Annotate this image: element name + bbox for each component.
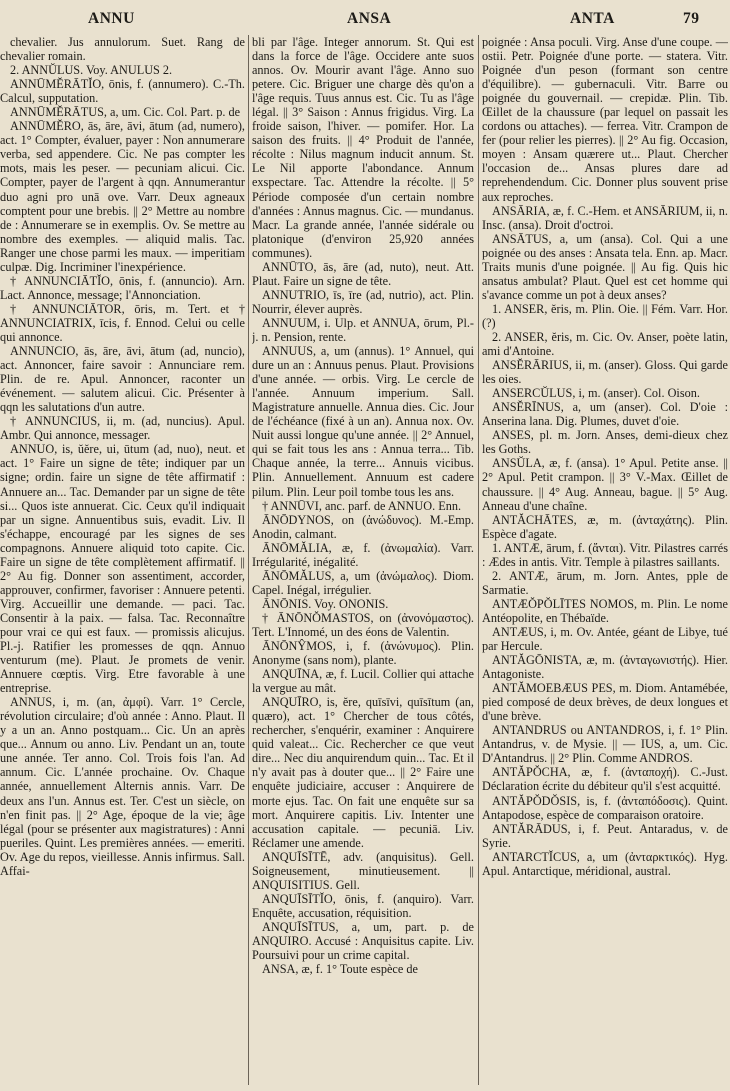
running-head-center: ANSA (347, 10, 392, 27)
dictionary-entry: chevalier. Jus annulorum. Suet. Rang de chevalier romain. (0, 35, 245, 64)
dictionary-entry: ANSĀTUS, a, um (ansa). Col. Qui a une poignée ou des anses : Ansata tela. Enn. ap. Macr. Traits munis d'une poignée. || Au fig. Quis hic ansatus ambulat? Plaut. Quel est cet homme qui s'avance comme un pot à deux anses? (482, 231, 728, 302)
page-number: 79 (683, 10, 700, 27)
dictionary-entry: ANQUĪSĪTUS, a, um, part. p. de ANQUIRO. Accusé : Anquisitus capite. Liv. Poursuivi pour un crime capital. (252, 919, 474, 963)
dictionary-entry: ANTĂCHĀTES, æ, m. (ἀνταχάτης). Plin. Espèce d'agate. (482, 512, 728, 541)
dictionary-entry: ANSĔRĪNUS, a, um (anser). Col. D'oie : Anserina lana. Dig. Plumes, duvet d'oie. (482, 400, 728, 429)
dictionary-entry: ANNUO, is, ŭĕre, ui, ūtum (ad, nuo), neut. et act. 1° Faire un signe de tête; indiquer par un signe; ordin. faire un signe de tête affirmatif : Annuere an... Tac. Demander par un signe de tête si... Quos iste annuerat. Cic. Ceux qu'il indiquait par un signe. Annuentibus suis, evadit. Liv. Il s'échappe, encouragé par les signes de ses compagnons. Annuere aliquid toto capite. Cic. Faire un signe de tête complètement affirmatif. || 2° Au fig. Donner son assentiment, accorder, approuver, confirmer, favoriser : Annuere petenti. Virg. Accueillir une demande. — paci. Tac. Consentir à la paix. — falsa. Tac. Reconnaître pour vrai ce qui est faux. — promissis alicujus. Pl.-j. Ratifier les promesses de qqn. Annuo venturum (me). Plaut. Je promets de venir. Annuere cœptis. Virg. Etre favorable à une entreprise. (0, 442, 245, 696)
dictionary-entry: ANQUĪSĪTĬO, ōnis, f. (anquiro). Varr. Enquête, accusation, réquisition. (252, 891, 474, 920)
dictionary-entry: ANQUĪNA, æ, f. Lucil. Collier qui attache la vergue au mât. (252, 667, 474, 696)
dictionary-entry: ANSĀRIA, æ, f. C.-Hem. et ANSĀRIUM, ii, n. Insc. (ansa). Droit d'octroi. (482, 203, 728, 232)
dictionary-entry: poignée : Ansa poculi. Virg. Anse d'une coupe. — ostii. Petr. Poignée d'une porte. — statera. Vitr. Poignée d'un peson (formant son centre d'équilibre). — gubernaculi. Vitr. Barre ou poignée du gouvernail. — crepidæ. Plin. Tib. Œillet de la chaussure (par lequel on passait les cordons ou attaches). — ferrea. Vitr. Crampon de fer (pour relier les pierres). || 2° Au fig. Occasion, moyen : Ansam quærere ut... Plaut. Chercher l'occasion de... Ansas plures dare ad reprehendendum. Cic. Donner plus souvent prise aux reproches. (482, 35, 728, 204)
dictionary-entry: ANTĂPŎCHA, æ, f. (ἀνταποχή). C.-Just. Déclaration écrite du débiteur qu'il s'est acquitté. (482, 765, 728, 794)
dictionary-entry: ANQUĪRO, is, ĕre, quīsīvi, quīsītum (an, quæro), act. 1° Chercher de tous côtés, rechercher, s'enquérir, examiner : Anquirere quid valeat... Cic. Rechercher ce que veut dire... Nec diu anquirendum quin... Tac. Et il n'y avait pas à douter que... || 2° Faire une enquête judiciaire, accuser : Anquirere de morte ejus. Tac. On fait une enquête sur sa mort. Anquirere capitis. Liv. Intenter une accusation capitale. — pecuniā. Liv. Réclamer une amende. (252, 695, 474, 850)
dictionary-entry: 2. ANSER, ĕris, m. Cic. Ov. Anser, poète latin, ami d'Antoine. (482, 329, 728, 359)
dictionary-entry: 2. ANNŬLUS. Voy. ANULUS 2. (10, 63, 173, 78)
dictionary-entry: ĀNŌMĂLUS, a, um (ἀνώμαλος). Diom. Capel. Inégal, irrégulier. (252, 568, 474, 597)
running-head-right: ANTA (570, 10, 615, 27)
dictionary-entry: ĀNŌNIS. Voy. ONONIS. (262, 596, 389, 611)
column-middle (252, 35, 474, 1087)
dictionary-entry: ANNŪMĔRĀTĬO, ōnis, f. (annumero). C.-Th. Calcul, supputation. (0, 77, 245, 106)
column-rule (248, 35, 249, 1085)
dictionary-entry: † ANNŪVI, anc. parf. de ANNUO. Enn. (262, 498, 462, 513)
dictionary-entry: ANTARCTĬCUS, a, um (ἀνταρκτικός). Hyg. Apul. Antarctique, méridional, austral. (482, 849, 728, 878)
dictionary-entry: ANSES, pl. m. Jorn. Anses, demi-dieux chez les Goths. (482, 428, 728, 457)
dictionary-entry: ANSA, æ, f. 1° Toute espèce de (262, 962, 418, 977)
dictionary-entry: ANTÆŎPŎLĪTES NOMOS, m. Plin. Le nome Antéopolite, en Thébaïde. (482, 596, 728, 625)
dictionary-entry: ANTĂMOEBÆUS PES, m. Diom. Antamébée, pied composé de deux brèves, de deux longues et d'une brève. (482, 681, 728, 724)
dictionary-entry: † ANNUNCIUS, ii, m. (ad, nuncius). Apul. Ambr. Qui annonce, messager. (0, 414, 245, 443)
dictionary-entry: ANSERCŬLUS, i, m. (anser). Col. Oison. (492, 386, 700, 401)
dictionary-entry: ANNUNCIO, ās, āre, āvi, ātum (ad, nuncio), act. Annoncer, faire savoir : Annunciare rem. Plin. de re. Apul. Annoncer, raconter un événement. — salutem alicui. Cic. Présenter à qqn les salutations d'un autre. (0, 344, 245, 415)
dictionary-entry: ANNUTRIO, īs, īre (ad, nutrio), act. Plin. Nourrir, élever auprès. (252, 287, 474, 316)
dictionary-entry: bli par l'âge. Integer annorum. St. Qui est dans la force de l'âge. Occidere ante suos annos. Ov. Mourir avant l'âge. Anno suo petere. Cic. Briguer une charge dès qu'on a l'âge requis. Tuus annus est. Cic. Tu as l'âge légal. || 3° Saison : Annus frigidus. Virg. La froide saison, l'hiver. — pomifer. Hor. La saison des fruits. || 4° Produit de l'année, récolte : Nilus magnum inducit annum. St. Le Nil apporte l'abondance. Annum exspectare. Tac. Attendre la récolte. || 5° Période composée d'un certain nombre d'années : Annus magnus. Cic. — mundanus. Macr. La grande année, l'année sidérale ou platonique (d'environ 25,920 années communes). (252, 35, 474, 260)
dictionary-entry: 1. ANSER, ĕris, m. Plin. Oie. || Fém. Varr. Hor. (?) (482, 301, 728, 330)
column-right (482, 35, 728, 1087)
dictionary-entry: ANQUĪSĪTĒ, adv. (anquisitus). Gell. Soigneusement, minutieusement. || ANQUISITIUS. Gell. (252, 849, 474, 892)
dictionary-entry: ANTĂPŎDŎSIS, is, f. (ἀνταπόδοσις). Quint. Antapodose, espèce de comparaison oratoire. (482, 793, 728, 822)
dictionary-entry: ANNŪTO, ās, āre (ad, nuto), neut. Att. Plaut. Faire un signe de tête. (252, 259, 474, 288)
dictionary-entry: ĀNŌNŶMOS, i, f. (ἀνώνυμος). Plin. Anonyme (sans nom), plante. (252, 639, 474, 668)
dictionary-entry: ANNUUS, a, um (annus). 1° Annuel, qui dure un an : Annuus penus. Plaut. Provisions d'une année. — orbis. Virg. Le cercle de l'année. Annuum imperium. Sall. Magistrature annuelle. Annua dies. Cic. Jour de l'échéance (fixé à un an). Annua nox. Ov. Nuit aussi longue qu'une année. || 2° Annuel, qui se fait tous les ans : Annua terra... Tib. Chaque année, la terre... Annuis vicibus. Plin. Annuellement. Annuum est cadere pilum. Plin. Leur poil tombe tous les ans. (252, 344, 474, 499)
dictionary-entry: ĀNŌDYNOS, on (ἀνώδυνος). M.-Emp. Anodin, calmant. (252, 512, 474, 541)
dictionary-entry: ANTĂRĀDUS, i, f. Peut. Antaradus, v. de Syrie. (482, 821, 728, 850)
column-rule (478, 35, 479, 1085)
dictionary-entry: ANNUS, i, m. (an, ἀμφί). Varr. 1° Cercle, révolution circulaire; d'où année : Anno. Plaut. Il y a un an. Anno postquam... Cic. Un an après que... Annum ou anno. Liv. Pendant un an, toute une année. Ter anno. Col. Trois fois l'an. Ad annum. Cic. L'année prochaine. Ov. Chaque année, annuellement Alternis annis. Varr. De deux ans l'un. Annus est. Ter. C'est un siècle, on n'en finit pas. || 2° Age, époque de la vie; âge légal (pour se présenter aux magistratures) : Anni pueriles. Quint. Les premières années. — emeriti. Ov. Age du repos, vieillesse. Annis infirmus. Sall. Affai- (0, 695, 245, 878)
dictionary-entry: ANTANDRUS ou ANTANDROS, i, f. 1° Plin. Antandrus, v. de Mysie. || — IUS, a, um. Cic. D'Antandrus. || 2° Plin. Comme ANDROS. (482, 723, 728, 766)
column-left (0, 35, 245, 1087)
dictionary-entry: 1. ANTÆ, ārum, f. (ἄνται). Vitr. Pilastres carrés : Ædes in antis. Vitr. Temple à pilastres saillants. (482, 540, 728, 569)
dictionary-entry: ANNŪMĔRO, ās, āre, āvi, ātum (ad, numero), act. 1° Compter, évaluer, payer : Non annumerare verba, sed appendere. Cic. Ne pas compter les mots, mais les peser. — pecuniam alicui. Cic. Compter, payer de l'argent à qqn. Annumerantur duo agni pro unā ove. Varr. Deux agneaux comptent pour une brebis. || 2° Mettre au nombre de : Annumerare se in exemplis. Ov. Se mettre au nombre des exemples. — aliquid malis. Tac. Ranger une chose parmi les maux. — imperitiam culpæ. Dig. Incriminer l'inexpérience. (0, 119, 245, 274)
dictionary-entry: † ANNUNCIĀTĬO, ōnis, f. (annuncio). Arn. Lact. Annonce, message; l'Annonciation. (0, 273, 245, 302)
dictionary-entry: † ĀNŌNŎMASTOS, on (ἀνονόμαστος). Tert. L'Innomé, un des éons de Valentin. (252, 610, 474, 639)
running-head-left: ANNU (88, 10, 135, 27)
dictionary-entry: ANTĂGŌNISTA, æ, m. (ἀνταγωνιστής). Hier. Antagoniste. (482, 653, 728, 682)
dictionary-entry: ANNUUM, i. Ulp. et ANNUA, ōrum, Pl.-j. n. Pension, rente. (252, 315, 474, 344)
dictionary-entry: ANNŪMĔRĀTUS, a, um. Cic. Col. Part. p. de (10, 105, 241, 120)
dictionary-entry: ANTÆUS, i, m. Ov. Antée, géant de Libye, tué par Hercule. (482, 624, 728, 654)
dictionary-entry: † ANNUNCIĀTOR, ōris, m. Tert. et † ANNUNCIATRIX, īcis, f. Ennod. Celui ou celle qui annonce. (0, 301, 245, 344)
dictionary-entry: 2. ANTÆ, ārum, m. Jorn. Antes, pple de Sarmatie. (482, 568, 728, 597)
dictionary-entry: ĀNŌMĂLIA, æ, f. (ἀνωμαλία). Varr. Irrégularité, inégalité. (252, 540, 474, 569)
dictionary-entry: ANSŬLA, æ, f. (ansa). 1° Apul. Petite anse. || 2° Apul. Petit crampon. || 3° V.-Max. Œillet de chaussure. || 4° Aug. Anneau, bague. || 5° Aug. Anneau d'une chaîne. (482, 456, 728, 513)
dictionary-entry: ANSĔRĀRIUS, ii, m. (anser). Gloss. Qui garde les oies. (482, 358, 728, 387)
